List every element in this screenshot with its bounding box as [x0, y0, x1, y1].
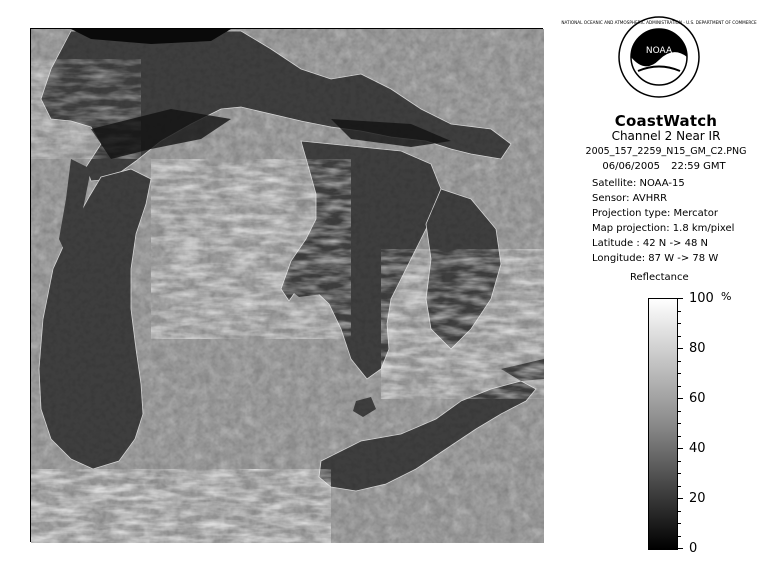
info-datetime — [574, 161, 754, 172]
colorbar-minor-tick — [678, 486, 681, 487]
colorbar-minor-tick — [678, 323, 681, 324]
colorbar-minor-tick — [678, 311, 681, 312]
info-satellite: Satellite: NOAA-15 — [592, 178, 685, 189]
satellite-map — [30, 28, 543, 542]
colorbar-minor-tick — [678, 511, 681, 512]
colorbar-minor-tick — [678, 336, 681, 337]
cloud-texture-east — [381, 249, 544, 399]
info-latitude: Latitude : 42 N -> 48 N — [592, 238, 708, 249]
info-title: CoastWatch — [614, 112, 718, 130]
colorbar-minor-tick — [678, 536, 681, 537]
logo-text: NOAA — [645, 46, 673, 56]
colorbar-tick — [678, 448, 683, 449]
colorbar-minor-tick — [678, 461, 681, 462]
colorbar-tick-label: 20 — [689, 491, 706, 506]
colorbar-minor-tick — [678, 361, 681, 362]
colorbar-tick — [678, 398, 683, 399]
colorbar-tick — [678, 548, 683, 549]
colorbar-tick — [678, 298, 683, 299]
noaa-logo — [561, 16, 757, 98]
info-time: 22:59 GMT — [671, 161, 726, 172]
colorbar-tick — [678, 498, 683, 499]
colorbar-tick-label: 80 — [689, 341, 706, 356]
colorbar-tick-label: 40 — [689, 441, 706, 456]
logo-ring-text: NATIONAL OCEANIC AND ATMOSPHERIC ADMINISTRATION · U.S. DEPARTMENT OF COMMERCE — [561, 20, 757, 25]
cloud-texture-south — [31, 469, 331, 543]
colorbar — [648, 298, 678, 550]
colorbar-unit: % — [721, 290, 732, 303]
colorbar-minor-tick — [678, 523, 681, 524]
colorbar-tick-label: 0 — [689, 541, 698, 556]
info-sensor: Sensor: AVHRR — [592, 193, 668, 204]
info-filename: 2005_157_2259_N15_GM_C2.PNG — [585, 146, 747, 157]
colorbar-minor-tick — [678, 386, 681, 387]
info-longitude: Longitude: 87 W -> 78 W — [592, 253, 719, 264]
colorbar-tick — [678, 348, 683, 349]
colorbar-minor-tick — [678, 373, 681, 374]
cloud-texture-central — [151, 159, 351, 339]
colorbar-minor-tick — [678, 473, 681, 474]
info-subtitle: Channel 2 Near IR — [611, 129, 721, 143]
info-projection-type: Projection type: Mercator — [592, 208, 718, 219]
colorbar-minor-tick — [678, 436, 681, 437]
colorbar-minor-tick — [678, 423, 681, 424]
colorbar-tick-label: 60 — [689, 391, 706, 406]
info-date: 06/06/2005 — [602, 161, 660, 172]
colorbar-title: Reflectance — [630, 272, 689, 283]
colorbar-minor-tick — [678, 411, 681, 412]
colorbar-tick-label: 100 — [689, 291, 714, 306]
info-map-projection: Map projection: 1.8 km/pixel — [592, 223, 735, 234]
